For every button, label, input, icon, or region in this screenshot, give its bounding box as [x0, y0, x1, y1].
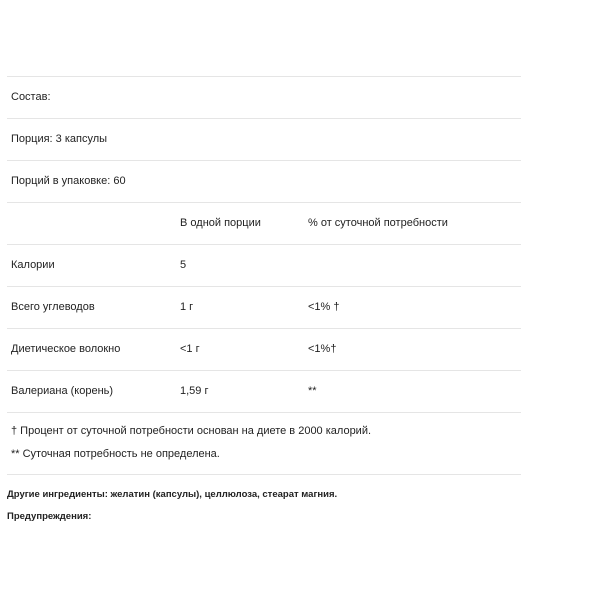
additional-info	[7, 474, 521, 528]
nutrient-name: Диетическое волокно	[11, 343, 121, 355]
footnote-daily-value-basis: † Процент от суточной потребности основан на диете в 2000 калорий.	[11, 425, 372, 437]
composition-row	[7, 76, 521, 118]
nutrient-daily-value: <1% †	[308, 301, 340, 313]
nutrient-amount: 1 г	[180, 301, 194, 313]
nutrient-name: Всего углеводов	[11, 301, 95, 313]
nutrient-daily-value: **	[308, 385, 317, 397]
nutrient-row	[7, 244, 521, 286]
servings-per-container-label: Порций в упаковке: 60	[11, 175, 126, 187]
nutrient-amount: <1 г	[180, 343, 200, 355]
serving-size-row	[7, 118, 521, 160]
nutrient-amount: 1,59 г	[180, 385, 209, 397]
warnings-heading: Предупреждения:	[7, 511, 92, 522]
footnote-dv-not-established: ** Суточная потребность не определена.	[11, 448, 220, 460]
nutrient-name: Калории	[11, 259, 55, 271]
footnotes	[7, 412, 521, 466]
other-ingredients: Другие ингредиенты: желатин (капсулы), целлюлоза, стеарат магния.	[7, 489, 338, 500]
composition-label: Состав:	[11, 91, 51, 103]
supplement-facts-table	[7, 76, 521, 528]
servings-per-container-row	[7, 160, 521, 202]
daily-value-header: % от суточной потребности	[308, 217, 448, 229]
nutrient-row	[7, 286, 521, 328]
per-serving-header: В одной порции	[180, 217, 261, 229]
nutrient-row	[7, 328, 521, 370]
nutrient-daily-value: <1%†	[308, 343, 337, 355]
nutrient-amount: 5	[180, 259, 187, 271]
nutrient-row	[7, 370, 521, 412]
serving-size-label: Порция: 3 капсулы	[11, 133, 108, 145]
nutrient-name: Валериана (корень)	[11, 385, 114, 397]
column-header-row	[7, 202, 521, 244]
